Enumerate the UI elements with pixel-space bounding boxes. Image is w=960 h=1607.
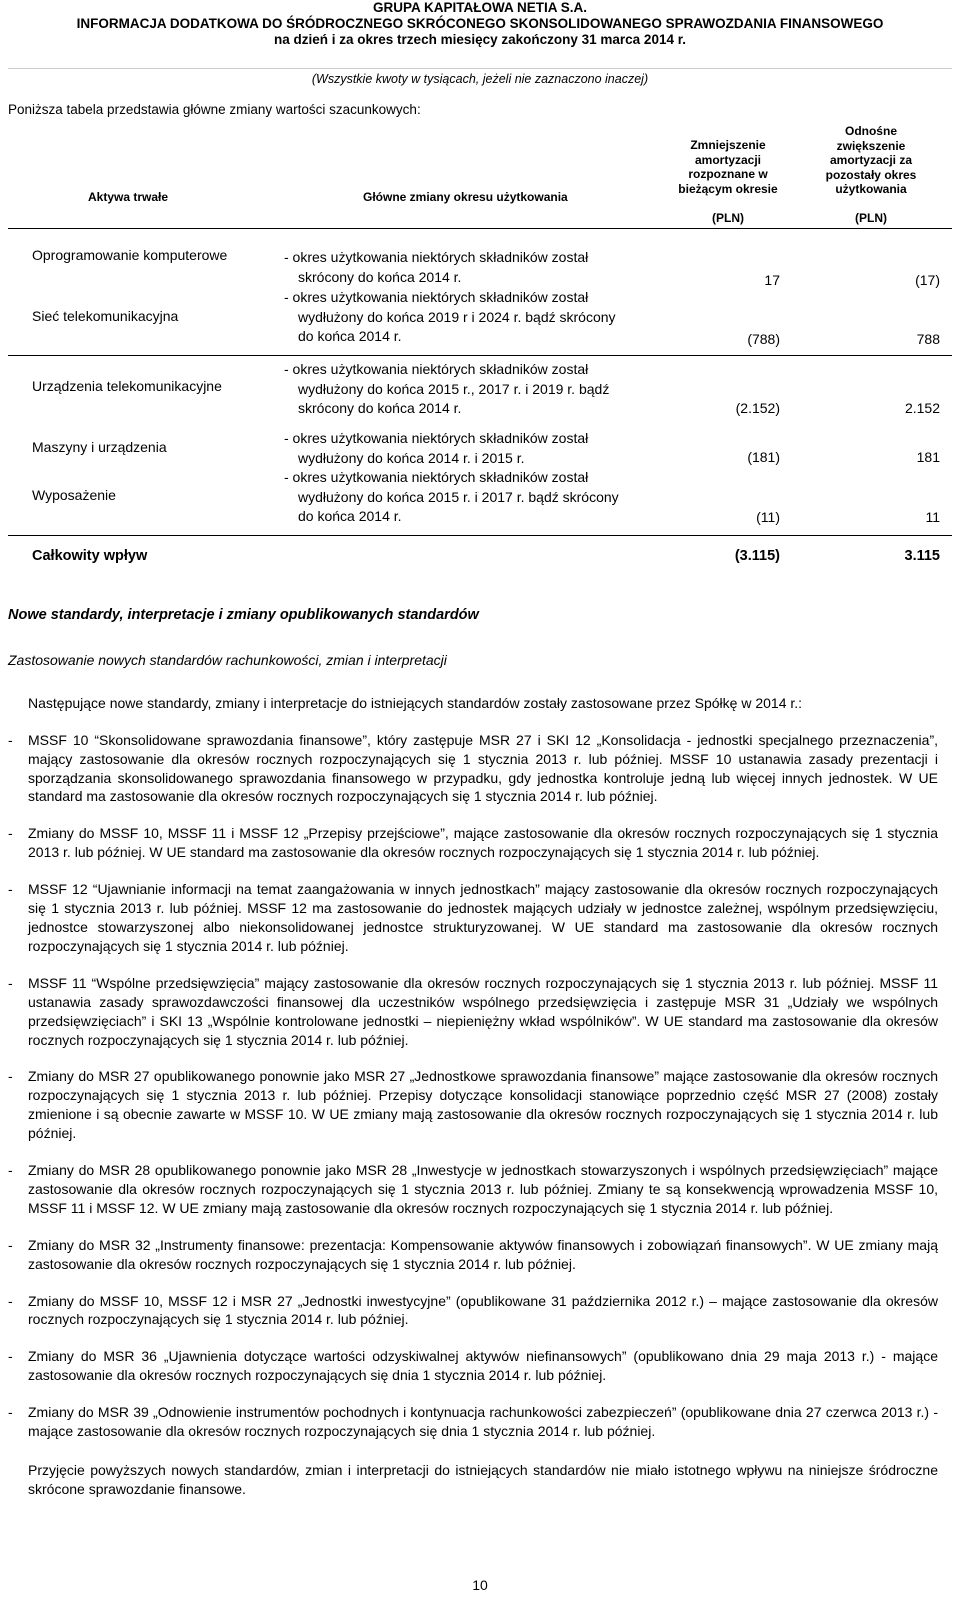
list-item: - Zmiany do MSR 36 „Ujawnienia dotyczące wartości odzyskiwalnej aktywów niefinansowych” (opublikowano dnia 29 maja 2013 r.) - mające zastosowanie dla okresów rocznych rozpoczynających się dnia 1 stycznia 2014 r. lub później. <box>8 1348 938 1384</box>
increase-value: (17) <box>915 272 940 288</box>
list-item: - Zmiany do MSR 32 „Instrumenty finansowe: prezentacja: Kompensowanie aktywów finansowych i zobowiązań finansowych”. W UE zmiany mają zastosowanie dla okresów rocznych rozpoczynających się 1 stycznia 2014 r. lub później. <box>8 1236 938 1272</box>
increase-value: 788 <box>916 331 940 347</box>
asset-name: Urządzenia telekomunikacyjne <box>32 378 222 394</box>
list-item: - MSSF 11 “Wspólne przedsięwzięcia” mający zastosowanie dla okresów rocznych rozpoczynających się 1 stycznia 2013 r. lub później. MSSF 11 ustanawia zasady sprawozdawczości finansowej dla uczestników wspólnego przedsięwzięcia i zastępuje MSR 31 „Udziały we wspólnych przedsięwzięciach” i SKI 13 „Wspólnie kontrolowane jednostki – niepieniężny wkład wspólników”. W UE standard ma zastosowanie dla okresów rocznych rozpoczynających się 1 stycznia 2014 r. lub później. <box>8 974 938 1048</box>
document-header <box>0 0 960 48</box>
change-description: - okres użytkowania niektórych składników został skrócony do końca 2014 r. <box>284 249 589 285</box>
bullet-dash: - <box>8 1236 13 1253</box>
col-header-asset: Aktywa trwałe <box>88 190 169 204</box>
total-increase: 3.115 <box>904 548 940 564</box>
bullet-dash: - <box>8 1068 13 1085</box>
list-item: - Zmiany do MSSF 10, MSSF 11 i MSSF 12 „Przepisy przejściowe”, mające zastosowanie dla okresów rocznych rozpoczynających się 1 stycznia 2013 r. lub później. W UE standard ma zastosowanie dla okresów rocznych rozpoczynających się 1 stycznia 2014 r. lub później. <box>8 825 938 861</box>
list-item: - MSSF 12 “Ujawnianie informacji na temat zaangażowania w innych jednostkach” mający zastosowanie dla okresów rocznych rozpoczynających się 1 stycznia 2013 r. lub później. MSSF 12 ma zastosowanie do jednostek mających udziały w jednostce zależnej, wspólnym przedsięwzięciu, jednostce stowarzyszonej albo niekonsolidowanej jednostce strukturyzowanej. W UE standard ma zastosowanie dla okresów rocznych rozpoczynających się 1 stycznia 2014 r. lub później. <box>8 881 938 954</box>
bullet-dash: - <box>8 1162 13 1179</box>
header-rule <box>8 228 952 229</box>
bullet-dash: - <box>8 1292 13 1309</box>
page-number: 10 <box>472 1577 488 1593</box>
col-header-decrease: Zmniejszenie amortyzacji rozpoznane w bieżącym okresie <box>678 138 778 196</box>
total-decrease: (3.115) <box>734 548 780 564</box>
bullet-dash: - <box>8 825 13 842</box>
subheading: Zastosowanie nowych standardów rachunkowości, zmian i interpretacji <box>8 651 447 668</box>
bullet-dash: - <box>8 974 13 991</box>
change-description: - okres użytkowania niektórych składników został wydłużony do końca 2015 r. i 2017 r. bądź skrócony do końca 2014 r. <box>284 469 619 524</box>
estimates-table <box>8 110 952 580</box>
bullet-dash: - <box>8 881 13 898</box>
bullet-dash: - <box>8 1348 13 1365</box>
list-item: - MSSF 10 “Skonsolidowane sprawozdania finansowe”, który zastępuje MSR 27 i SKI 12 „Konsolidacja - jednostki specjalnego przeznaczenia”, mający zastosowanie dla okresów rocznych rozpoczynających się 1 stycznia 2013 r. lub później. MSSF 10 ustanawia zasady prezentacji i sporządzania skonsolidowanego sprawozdania finansowego w przypadku, gdy jednostka kontroluje jedną lub więcej innych jednostek. W UE standard ma zastosowanie dla okresów rocznych rozpoczynających się 1 stycznia 2014 r. lub później. <box>8 731 938 805</box>
increase-value: 11 <box>925 509 940 525</box>
section-heading: Nowe standardy, interpretacje i zmiany opublikowanych standardów <box>8 607 479 623</box>
list-item: - Zmiany do MSR 27 opublikowanego ponownie jako MSR 27 „Jednostkowe sprawozdania finansowe” mające zastosowanie dla okresów rocznych rozpoczynających się 1 stycznia 2013 r. lub później. Przepisy dotyczące konsolidacji stanowiące poprzednio część MSR 27 (2008) zostały zmienione i są obecnie zawarte w MSSF 10. W UE zmiany mają zastosowanie dla okresów rocznych rozpoczynających się 1 stycznia 2014 r. lub później. <box>8 1068 938 1142</box>
report-title: INFORMACJA DODATKOWA DO ŚRÓDROCZNEGO SKRÓCONEGO SKONSOLIDOWANEGO SPRAWOZDANIA FINANSOWEGO <box>76 16 884 31</box>
header-divider <box>8 68 952 69</box>
bullet-dash: - <box>8 1404 13 1421</box>
list-item: - Zmiany do MSR 28 opublikowanego ponownie jako MSR 28 „Inwestycje w jednostkach stowarzyszonych i wspólnych przedsięwzięciach” mające zastosowanie dla okresów rocznych rozpoczynających się 1 stycznia 2013 r. lub później. Zmiany te są konsekwencją wprowadzenia MSSF 10, MSSF 11 i MSSF 12. W UE zmiany mają zastosowanie dla okresów rocznych rozpoczynających się 1 stycznia 2014 r. lub później. <box>8 1162 938 1216</box>
increase-value: 2.152 <box>904 400 940 416</box>
change-description: - okres użytkowania niektórych składników został wydłużony do końca 2019 r i 2024 r. bądź skrócony do końca 2014 r. <box>284 289 616 344</box>
lead-paragraph: Następujące nowe standardy, zmiany i interpretacje do istniejących standardów zostały zastosowane przez Spółkę w 2014 r.: <box>28 694 803 711</box>
table-intro: Poniższa tabela przedstawia główne zmiany wartości szacunkowych: <box>8 102 421 117</box>
col-header-increase: Odnośne zwiększenie amortyzacji za pozostały okres użytkowania <box>825 124 917 196</box>
asset-name: Wyposażenie <box>32 487 116 503</box>
total-label: Całkowity wpływ <box>32 548 148 564</box>
decrease-value: 17 <box>764 272 780 288</box>
col-header-change: Główne zmiany okresu użytkowania <box>363 190 568 204</box>
asset-name: Oprogramowanie komputerowe <box>32 247 228 263</box>
change-description: - okres użytkowania niektórych składników został wydłużony do końca 2014 r. i 2015 r. <box>284 430 589 466</box>
unit-decrease: (PLN) <box>712 211 744 225</box>
asset-name: Sieć telekomunikacyjna <box>32 308 179 324</box>
report-period: na dzień i za okres trzech miesięcy zakończony 31 marca 2014 r. <box>274 32 686 47</box>
company-name: GRUPA KAPITAŁOWA NETIA S.A. <box>373 0 587 15</box>
decrease-value: (11) <box>756 509 780 525</box>
asset-name: Maszyny i urządzenia <box>32 439 167 455</box>
decrease-value: (2.152) <box>735 400 780 416</box>
amounts-note: (Wszystkie kwoty w tysiącach, jeżeli nie zaznaczono inaczej) <box>311 72 649 86</box>
row-separator <box>8 355 952 356</box>
decrease-value: (788) <box>747 331 780 347</box>
closing-paragraph: Przyjęcie powyższych nowych standardów, zmian i interpretacji do istniejących standardów nie miało istotnego wpływu na niniejsze śródroczne skrócone sprawozdanie finansowe. <box>28 1462 938 1497</box>
list-item: - Zmiany do MSSF 10, MSSF 12 i MSR 27 „Jednostki inwestycyjne” (opublikowane 31 października 2012 r.) – mające zastosowanie dla okresów rocznych rozpoczynających się 1 stycznia 2014 r. lub później. <box>8 1292 938 1328</box>
standards-section <box>8 606 938 1499</box>
unit-increase: (PLN) <box>855 211 887 225</box>
increase-value: 181 <box>916 449 940 465</box>
change-description: - okres użytkowania niektórych składników został wydłużony do końca 2015 r., 2017 r. i 2019 r. bądź skrócony do końca 2014 r. <box>284 361 610 416</box>
total-rule <box>8 535 952 536</box>
list-item: - Zmiany do MSR 39 „Odnowienie instrumentów pochodnych i kontynuacja rachunkowości zabezpieczeń” (opublikowane dnia 27 czerwca 2013 r.) - mające zastosowanie dla okresów rocznych rozpoczynających się dnia 1 stycznia 2014 r. lub później. <box>8 1404 938 1440</box>
decrease-value: (181) <box>747 449 780 465</box>
bullet-dash: - <box>8 731 13 748</box>
